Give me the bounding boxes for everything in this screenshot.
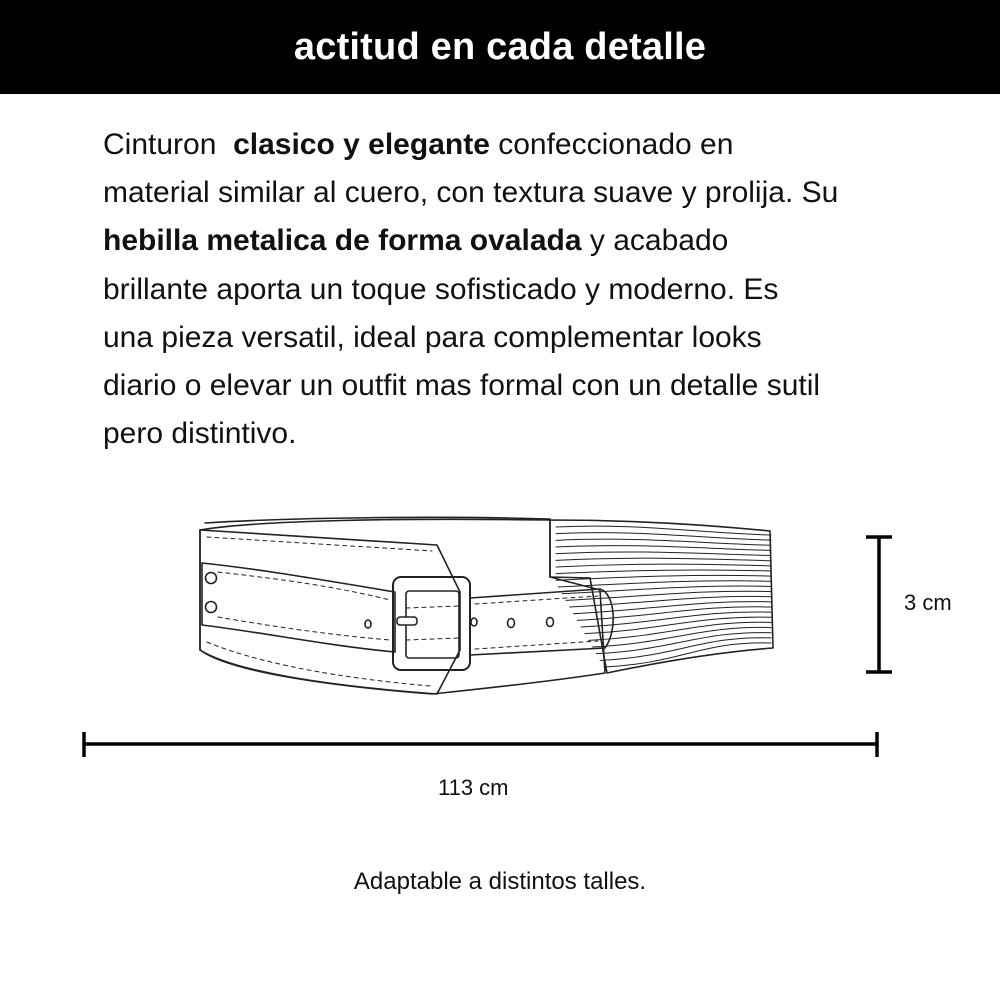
description-text: brillante aporta un toque sofisticado y moderno. Es — [103, 272, 779, 306]
elastic-rib — [556, 564, 771, 567]
description-text: y acabado — [581, 224, 729, 258]
elastic-rib — [604, 643, 771, 667]
size-note: Adaptable a distintos talles. — [353, 868, 647, 895]
description-text: material similar al cuero, con textura suave y prolija. Su — [103, 176, 839, 210]
elastic-rib — [556, 552, 771, 556]
description-text: una pieza versatil, ideal para complementar looks — [103, 320, 762, 354]
header-title: actitud en cada detalle — [293, 25, 707, 68]
description-text: Cinturon — [103, 128, 234, 161]
elastic-rib — [556, 570, 771, 574]
elastic-rib — [556, 558, 771, 561]
elastic-rib — [556, 546, 771, 551]
buckle-prong — [397, 617, 417, 625]
description-text: pero distintivo. — [103, 417, 297, 451]
description-bold-text: clasico y elegante — [233, 128, 490, 161]
elastic-rib — [556, 539, 771, 545]
length-label: 113 cm — [438, 775, 509, 800]
length-dimension-line — [84, 732, 877, 757]
description-text: confeccionado en — [489, 128, 734, 161]
height-label: 3 cm — [904, 590, 952, 615]
rivet-top — [206, 573, 217, 584]
elastic-rib — [593, 627, 771, 647]
description-bold-text: hebilla metalica de forma ovalada — [103, 224, 582, 258]
elastic-rib — [581, 612, 771, 627]
height-dimension-line — [866, 537, 892, 672]
rivet-bottom — [206, 602, 217, 613]
description-text: diario o elevar un outfit mas formal con un detalle sutil — [103, 369, 821, 403]
leather-body — [200, 519, 605, 694]
strap — [202, 563, 395, 652]
